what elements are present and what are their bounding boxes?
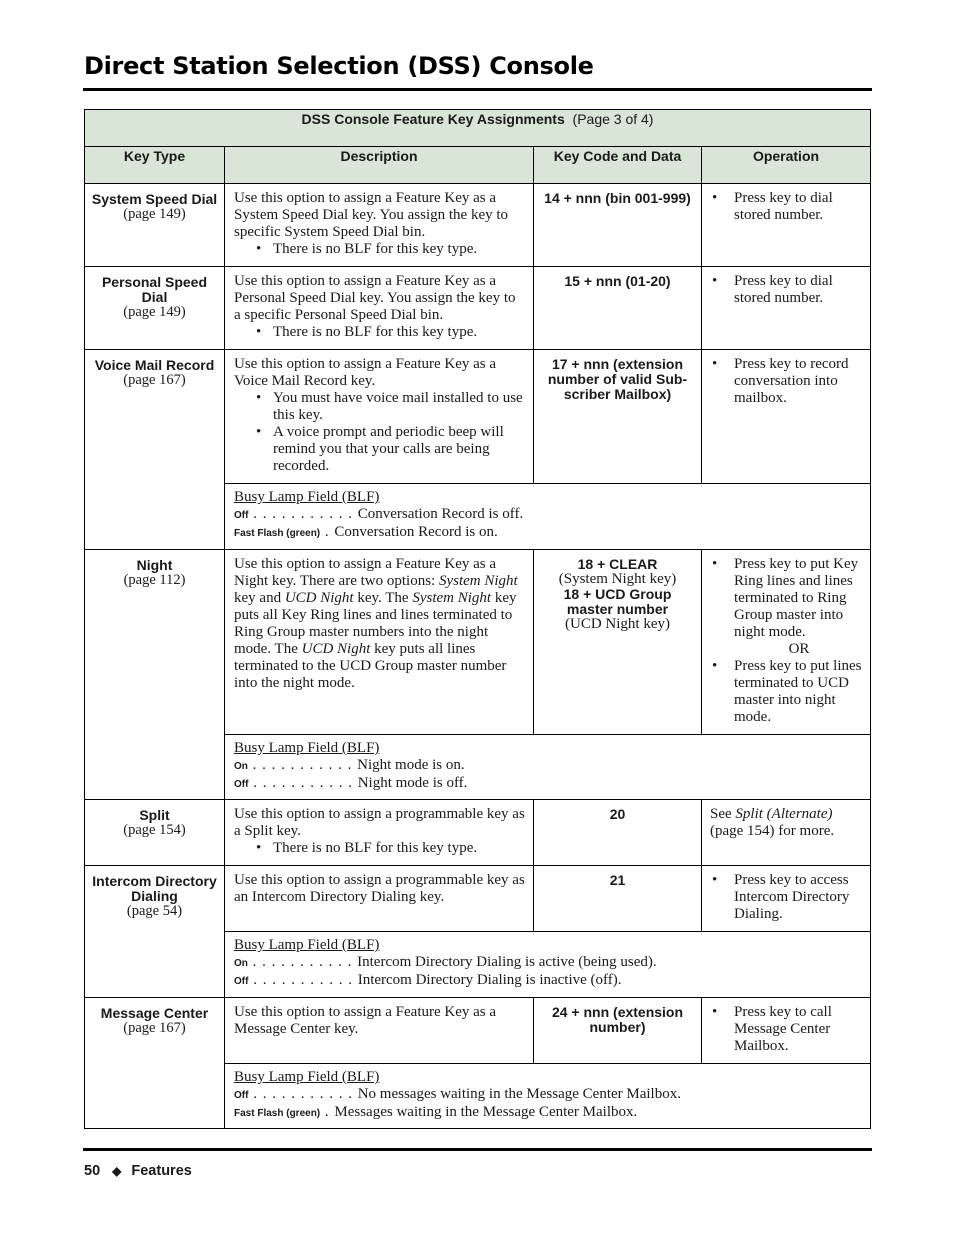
key-type-cell <box>85 998 225 1129</box>
key-code: 18 + CLEAR <box>577 556 658 572</box>
operation-cell <box>702 184 871 267</box>
key-type-name: Intercom Directory Dialing <box>92 873 217 904</box>
key-type-cell <box>85 866 225 998</box>
description-cell <box>225 550 534 735</box>
description-text: Use this option to assign a programmable key as a Split key. <box>234 806 525 839</box>
blf-state: Off <box>234 976 249 987</box>
table-row <box>85 350 871 484</box>
caption-title: DSS Console Feature Key Assignments <box>301 111 565 127</box>
description-text: key. The <box>353 590 413 606</box>
blf-state: Fast Flash (green) <box>234 1108 321 1119</box>
operation-cell <box>702 800 871 866</box>
page-ref: (page 54) <box>126 903 183 919</box>
page-ref: (page 167) <box>123 372 186 388</box>
page-ref: (page 112) <box>123 572 186 588</box>
blf-title: Busy Lamp Field (BLF) <box>234 489 380 505</box>
blf-text: Intercom Directory Dialing is active (being used). <box>357 954 657 970</box>
operation-cell <box>702 998 871 1064</box>
page-ref: (page 167) <box>123 1020 186 1036</box>
key-code-cell <box>534 550 702 735</box>
table-row <box>85 800 871 866</box>
blf-line <box>234 524 862 542</box>
blf-state: Off <box>234 1090 249 1101</box>
feature-key-table <box>84 109 871 1129</box>
diamond-icon: ◆ <box>112 1164 122 1178</box>
operation-bullet: • Press key to access Intercom Directory Dialing. <box>710 872 864 923</box>
blf-state: On <box>234 958 248 969</box>
description-cell <box>225 267 534 350</box>
table-caption <box>85 110 871 147</box>
blf-text: Night mode is off. <box>357 775 468 791</box>
table-header-row <box>85 147 871 184</box>
description-text: Use this option to assign a Feature Key as a Night key. There are two options: <box>234 556 497 589</box>
operation-bullet: • Press key to dial stored number. <box>710 190 864 224</box>
key-code-note: (UCD Night key) <box>565 616 670 632</box>
key-type-cell <box>85 550 225 800</box>
blf-text: Conversation Record is on. <box>334 524 498 540</box>
blf-cell <box>225 1064 871 1129</box>
table-row <box>85 184 871 267</box>
blf-leader: . <box>320 524 335 540</box>
key-code-cell: 21 <box>534 866 702 932</box>
description-bullet: • There is no BLF for this key type. <box>234 840 525 857</box>
blf-line <box>234 1104 862 1122</box>
key-type-cell <box>85 267 225 350</box>
blf-leader: . . . . . . . . . . . <box>247 954 358 970</box>
blf-leader: . <box>320 1104 335 1120</box>
description-cell <box>225 998 534 1064</box>
operation-cell <box>702 866 871 932</box>
option-name: System Night <box>412 590 492 606</box>
operation-bullet: • Press key to put lines terminated to UCD master into night mode. <box>710 658 864 726</box>
blf-leader: . . . . . . . . . . . <box>248 775 358 791</box>
table-caption-row <box>85 110 871 147</box>
blf-text: Intercom Directory Dialing is inactive (off). <box>357 972 622 988</box>
description-cell <box>225 866 534 932</box>
cross-reference: Split (Alternate) <box>735 806 833 822</box>
description-cell <box>225 350 534 484</box>
key-type-name: Message Center <box>100 1005 209 1021</box>
option-name: System Night <box>438 573 518 589</box>
header-key-code: Key Code and Data <box>534 147 702 184</box>
page-footer <box>84 1163 192 1179</box>
page-ref: (page 149) <box>123 206 186 222</box>
option-name: UCD Night <box>301 641 371 657</box>
key-type-name: Split <box>139 807 170 823</box>
key-code-cell: 14 + nnn (bin 001-999) <box>534 184 702 267</box>
blf-leader: . . . . . . . . . . . <box>248 506 358 522</box>
blf-leader: . . . . . . . . . . . <box>248 1086 358 1102</box>
table-row <box>85 866 871 932</box>
key-type-cell <box>85 350 225 550</box>
key-code-cell: 20 <box>534 800 702 866</box>
description-bullet: • There is no BLF for this key type. <box>234 241 525 258</box>
description-text: Use this option to assign a programmable key as an Intercom Directory Dialing key. <box>234 872 525 905</box>
option-name: UCD Night <box>284 590 354 606</box>
blf-line <box>234 506 862 524</box>
description-cell <box>225 184 534 267</box>
blf-text: Conversation Record is off. <box>357 506 524 522</box>
blf-state: On <box>234 761 248 772</box>
description-bullet: • There is no BLF for this key type. <box>234 324 525 341</box>
blf-text: Messages waiting in the Message Center Mailbox. <box>334 1104 638 1120</box>
description-text: Use this option to assign a Feature Key as a Personal Speed Dial key. You assign the key to a specific Personal Speed Dial bin. <box>234 273 516 323</box>
description-bullet: • A voice prompt and periodic beep will remind you that your calls are being recorded. <box>234 424 525 475</box>
header-rule <box>83 88 872 91</box>
blf-state: Off <box>234 779 249 790</box>
key-code-cell: 24 + nnn (extension number) <box>534 998 702 1064</box>
caption-page: (Page 3 of 4) <box>572 111 654 127</box>
blf-cell <box>225 484 871 550</box>
description-text: key puts all lines terminated to the UCD Group master number into the night mode. <box>234 641 507 691</box>
header-description: Description <box>225 147 534 184</box>
description-text: Use this option to assign a Feature Key as a System Speed Dial key. You assign the key to specific System Speed Dial bin. <box>234 190 509 240</box>
key-code-note: (System Night key) <box>558 571 677 587</box>
operation-text: See <box>710 806 736 822</box>
operation-bullet: • Press key to call Message Center Mailbox. <box>710 1004 864 1055</box>
blf-leader: . . . . . . . . . . . <box>248 972 358 988</box>
header-key-type: Key Type <box>85 147 225 184</box>
page-ref: (page 154) <box>123 822 186 838</box>
blf-text: Night mode is on. <box>357 757 465 773</box>
description-text: key puts all Key Ring lines and lines terminated to Ring Group master numbers into the night mode. The <box>234 590 517 657</box>
key-code-cell: 17 + nnn (extension number of valid Sub-scriber Mailbox) <box>534 350 702 484</box>
operation-cell <box>702 550 871 735</box>
key-type-name: System Speed Dial <box>91 191 218 207</box>
section-name: Features <box>131 1163 192 1179</box>
table-row <box>85 550 871 735</box>
blf-title: Busy Lamp Field (BLF) <box>234 1069 380 1085</box>
operation-text: (page 154) for more. <box>710 823 835 839</box>
operation-bullet: • Press key to record conversation into mailbox. <box>710 356 864 407</box>
blf-leader: . . . . . . . . . . . <box>247 757 358 773</box>
page-title: Direct Station Selection (DSS) Console <box>84 52 594 80</box>
key-type-cell <box>85 800 225 866</box>
description-cell <box>225 800 534 866</box>
blf-state: Off <box>234 510 249 521</box>
blf-line <box>234 757 862 775</box>
blf-line <box>234 1086 862 1104</box>
blf-title: Busy Lamp Field (BLF) <box>234 740 380 756</box>
description-bullet: • You must have voice mail installed to use this key. <box>234 390 525 424</box>
key-type-cell <box>85 184 225 267</box>
blf-line <box>234 954 862 972</box>
key-code: 18 + UCD Group master number <box>563 586 672 617</box>
key-type-name: Personal Speed Dial <box>101 274 208 305</box>
blf-title: Busy Lamp Field (BLF) <box>234 937 380 953</box>
table-row <box>85 998 871 1064</box>
header-operation: Operation <box>702 147 871 184</box>
operation-bullet: • Press key to put Key Ring lines and lines terminated to Ring Group master into night mode. <box>710 556 864 641</box>
description-text: key and <box>234 590 285 606</box>
operation-bullet: • Press key to dial stored number. <box>710 273 864 307</box>
blf-line <box>234 775 862 793</box>
description-text: Use this option to assign a Feature Key as a Voice Mail Record key. <box>234 356 497 389</box>
blf-line <box>234 972 862 990</box>
blf-state: Fast Flash (green) <box>234 528 321 539</box>
operation-cell <box>702 267 871 350</box>
page-ref: (page 149) <box>123 304 186 320</box>
page-number: 50 <box>84 1163 101 1179</box>
key-type-name: Night <box>136 557 173 573</box>
blf-cell <box>225 735 871 800</box>
operation-or: OR <box>788 641 810 657</box>
key-type-name: Voice Mail Record <box>94 357 215 373</box>
blf-text: No messages waiting in the Message Center Mailbox. <box>357 1086 681 1102</box>
key-code-cell: 15 + nnn (01-20) <box>534 267 702 350</box>
footer-rule <box>83 1148 872 1151</box>
operation-cell <box>702 350 871 484</box>
description-text: Use this option to assign a Feature Key as a Message Center key. <box>234 1004 497 1037</box>
blf-cell <box>225 932 871 998</box>
table-row <box>85 267 871 350</box>
